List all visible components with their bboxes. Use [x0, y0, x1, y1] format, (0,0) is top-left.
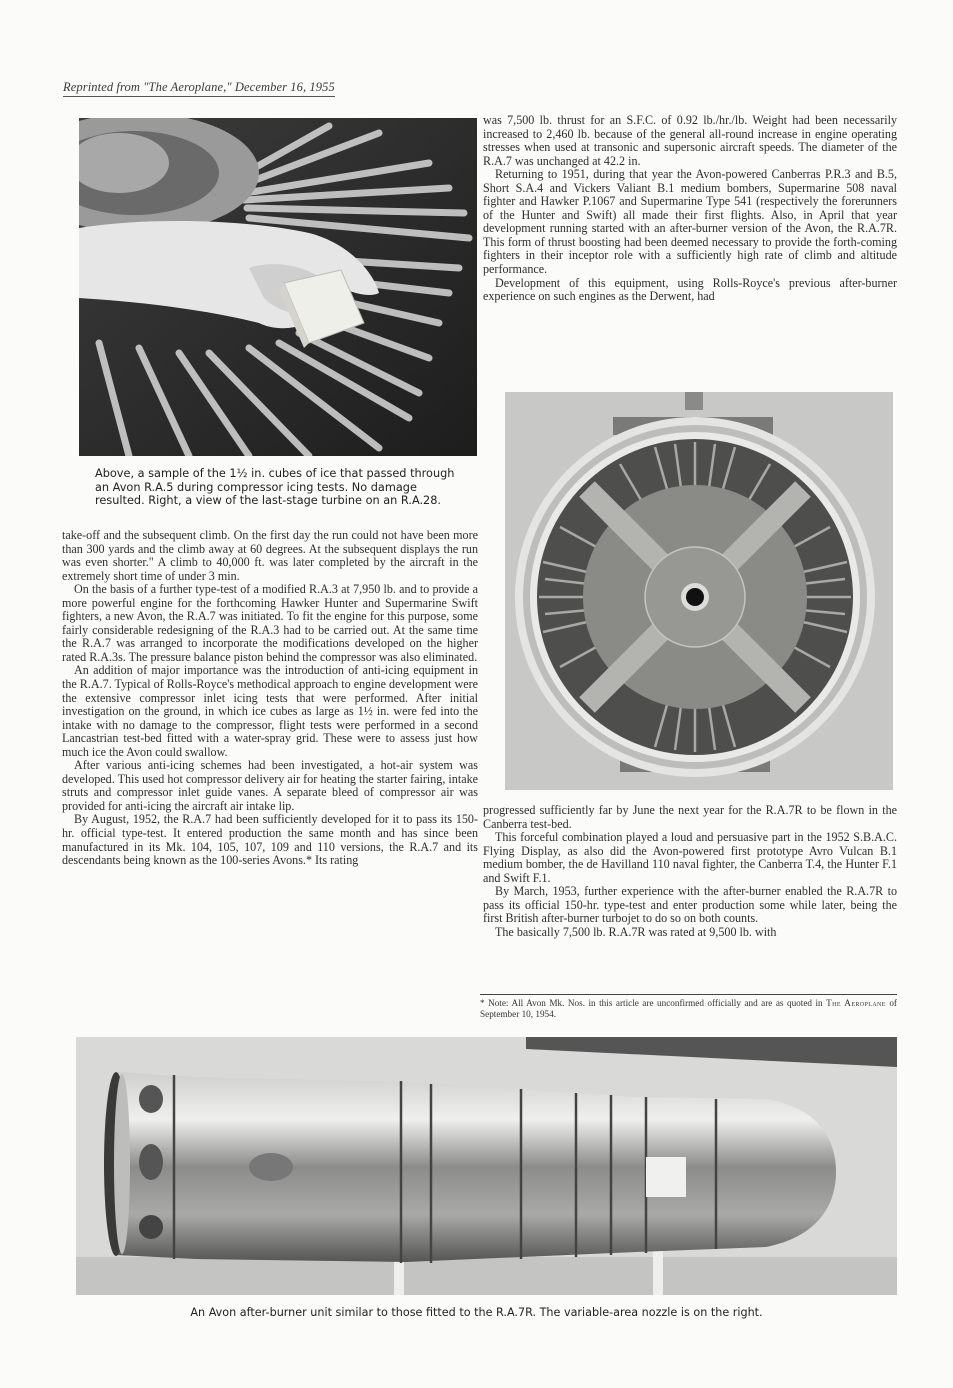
- footnote-date: of September 10, 1954.: [480, 998, 897, 1019]
- paragraph: An addition of major importance was the introduction of anti-icing equipment in the R.A.7. Typical of Rolls-Royce's methodical approach to engine development were the extensive compressor inlet icing tests that were performed. After initial investigation on the ground, in which ice cubes as large as 1½ in. were fed into the intake with no damage to the compressor, flight tests were performed in a second Lancastrian test-bed fitted with a water-spray grid. These were to assess just how much ice the Avon could swallow.: [62, 663, 478, 759]
- paragraph: was 7,500 lb. thrust for an S.F.C. of 0.92 lb./hr./lb. Weight had been necessarily increased to 2,460 lb. because of the general all-round increase in engine operating stresses when used at transonic and supersonic aircraft speeds. The diameter of the R.A.7 was unchanged at 42.2 in.: [483, 113, 897, 168]
- paragraph: The basically 7,500 lb. R.A.7R was rated at 9,500 lb. with: [495, 924, 777, 939]
- left-column: [62, 529, 478, 868]
- right-column-top: [483, 114, 897, 304]
- afterburner-image: [76, 1037, 897, 1295]
- footnote-divider: [480, 994, 897, 995]
- footnote: [480, 998, 897, 1020]
- afterburner-photo: [76, 1037, 897, 1295]
- footnote-publication: The Aeroplane: [826, 998, 886, 1008]
- paragraph: take-off and the subsequent climb. On the first day the run could not have been more than 300 yards and the climb away at 60 degrees. At the subsequent displays the run was even shorter." A climb to 40,000 ft. was later completed by the aircraft in the extremely short time of under 3 min.: [62, 528, 478, 583]
- ice-cube-photo: [79, 118, 477, 456]
- paragraph: After various anti-icing schemes had been investigated, a hot-air system was developed. This used hot compressor delivery air for heating the starter fairing, intake struts and compressor inlet guide vanes. A separate bleed of compressor air was provided for anti-icing the aircraft air intake lip.: [62, 758, 478, 813]
- footnote-text: * Note: All Avon Mk. Nos. in this article are unconfirmed officially and are as quoted in: [480, 998, 827, 1008]
- paragraph: Development of this equipment, using Rolls-Royce's previous after-burner experience on such engines as the Derwent, had: [483, 275, 897, 304]
- paragraph: This forceful combination played a loud and persuasive part in the 1952 S.B.A.C. Flying Display, as also did the Avon-powered first prototype Avro Vulcan B.1 medium bomber, the de Havilland 110 naval fighter, the Canberra T.4, the Hunter F.1 and Swift F.1.: [483, 830, 897, 885]
- right-column-bottom: [483, 804, 897, 939]
- afterburner-caption: An Avon after-burner unit similar to those fitted to the R.A.7R. The variable-area nozzle is on the right.: [190, 1306, 763, 1319]
- reprint-header: Reprinted from "The Aeroplane," December 16, 1955: [63, 80, 335, 97]
- paragraph: Returning to 1951, during that year the Avon-powered Canberras P.R.3 and B.5, Short S.A.4 and Vickers Valiant B.1 medium bombers, Supermarine 508 naval fighter and Hawker P.1067 and Supermarine Type 541 (respectively the forerunners of the Hunter and Swift) all made their first flights. Also, in April that year development running started with an after-burner version of the Avon, the R.A.7R. This form of thrust boosting had been deemed necessary to provide the forth-coming fighters in their inceptor role with a sufficiently high rate of climb and altitude performance.: [483, 167, 897, 277]
- paragraph: By March, 1953, further experience with the after-burner enabled the R.A.7R to pass its official 150-hr. type-test and enter production some while later, being the first British after-burner turbojet to do so on both counts.: [483, 884, 897, 926]
- ice-cube-caption: Above, a sample of the 1½ in. cubes of ice that passed through an Avon R.A.5 during compressor icing tests. No damage resulted. Right, a view of the last-stage turbine on an R.A.28.: [95, 467, 455, 507]
- turbine-photo: [505, 392, 893, 790]
- paragraph: On the basis of a further type-test of a modified R.A.3 at 7,950 lb. and to provide a more powerful engine for the forthcoming Hawker Hunter and Supermarine Swift fighters, a new Avon, the R.A.7 was initiated. To fit the engine for this purpose, some fairly considerable redesigning of the R.A.3 had to be carried out. At the same time the R.A.7 was arranged to incorporate the modifications developed on the higher rated R.A.3s. The pressure balance piston behind the compressor was also eliminated.: [62, 582, 478, 664]
- paragraph: progressed sufficiently far by June the next year for the R.A.7R to be flown in the Canberra test-bed.: [483, 803, 897, 831]
- turbine-image: [505, 392, 893, 790]
- ice-cube-image: [79, 118, 477, 456]
- paragraph: By August, 1952, the R.A.7 had been sufficiently developed for it to pass its 150-hr. official type-test. It entered production the same month and has since been manufactured in its Mk. 104, 105, 107, 109 and 110 versions, the R.A.7 and its descendants being known as the 100-series Avons.* Its rating: [62, 812, 478, 868]
